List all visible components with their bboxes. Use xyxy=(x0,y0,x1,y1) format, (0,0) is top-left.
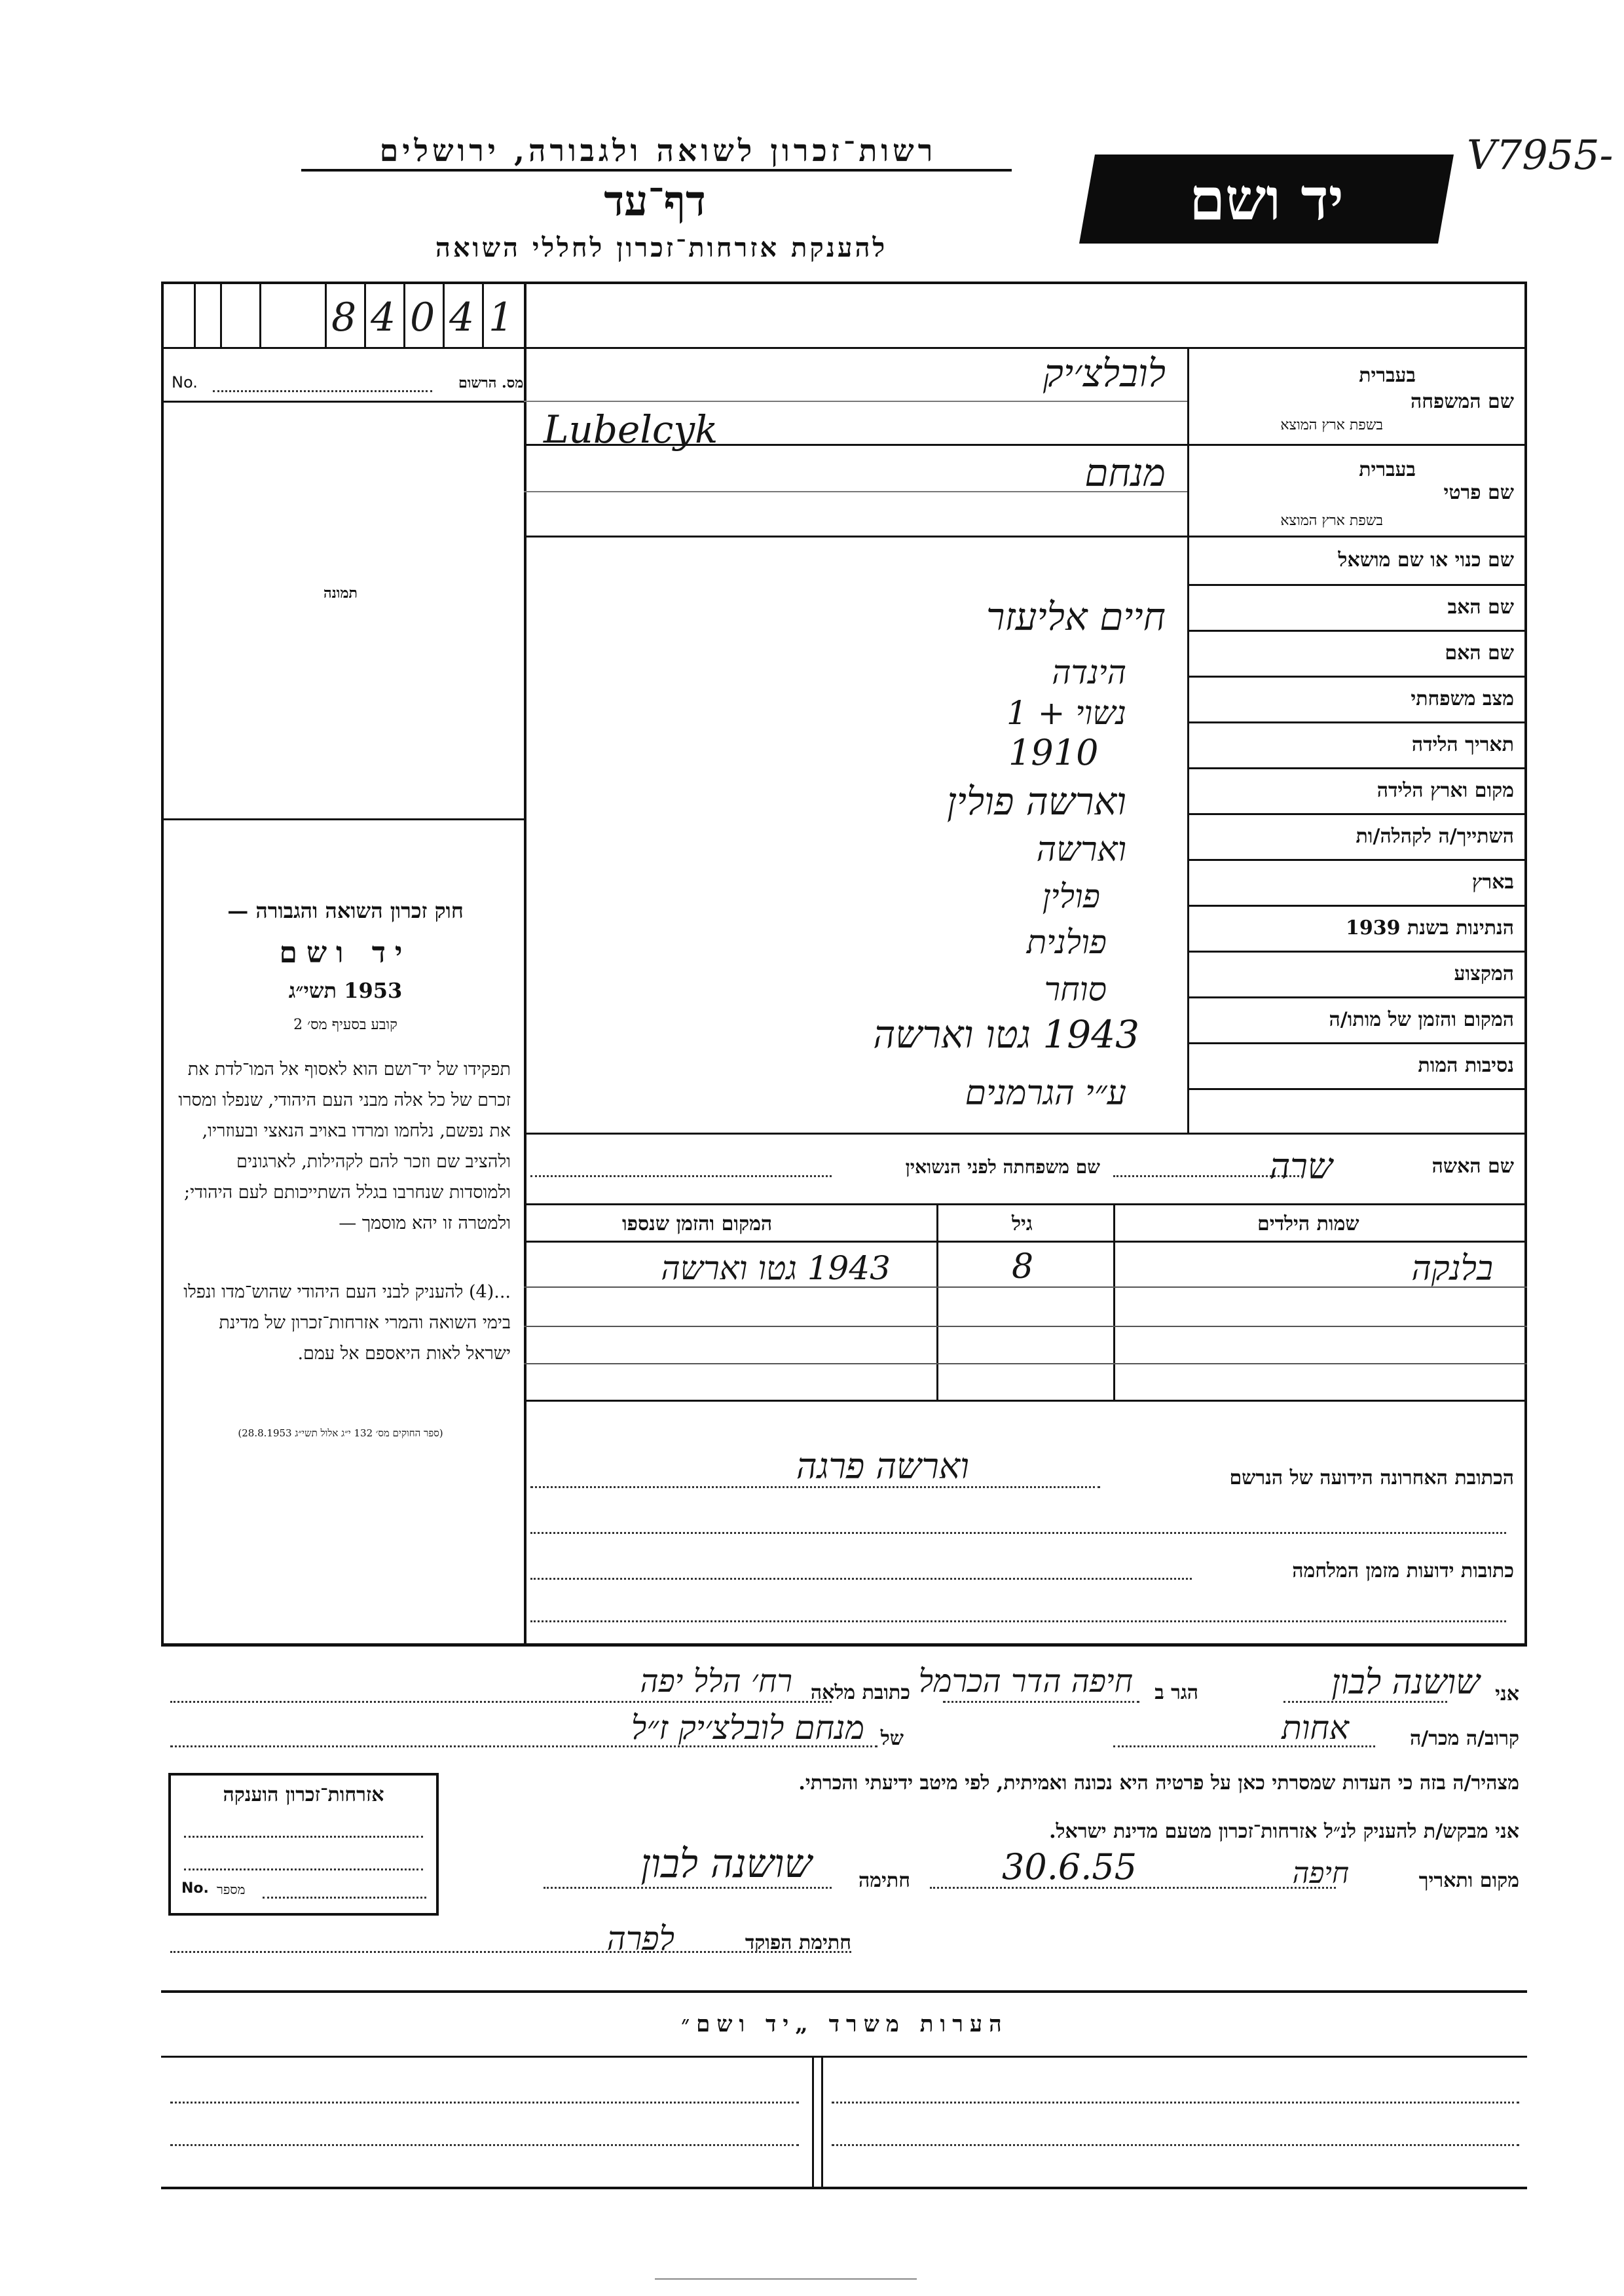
row-line xyxy=(1187,1088,1527,1090)
children-header-age: גיל xyxy=(1012,1212,1033,1235)
reg-digit: 0 xyxy=(410,295,435,340)
office-dots xyxy=(170,2102,799,2104)
maiden-dots xyxy=(530,1175,832,1177)
row-line xyxy=(524,1363,1527,1364)
office-notes-title: הערות משרד „יד ושם״ xyxy=(681,2011,1008,2037)
row-line xyxy=(1187,630,1527,632)
office-line xyxy=(161,2056,1527,2058)
top-row-line xyxy=(161,347,1527,349)
lives-label: הגר ב xyxy=(1154,1681,1198,1704)
decl-dots xyxy=(170,1745,877,1747)
registration-label: מס. הרשום xyxy=(458,374,524,392)
registration-dots xyxy=(213,390,432,392)
decl-dots xyxy=(170,1951,851,1953)
address-dots xyxy=(530,1532,1506,1534)
citizenship-no-label: No. xyxy=(181,1880,209,1897)
citizenship-label: הנתינות בשנת 1939 xyxy=(1345,917,1514,939)
address-dots xyxy=(530,1578,1192,1580)
decl-dots xyxy=(544,1887,832,1889)
law-heading: חוק זכרון השואה והגבורה — xyxy=(227,898,464,923)
family-name-origin: Lubelcyk xyxy=(544,407,718,452)
row-line xyxy=(1187,721,1527,723)
registration-number-box xyxy=(161,282,525,347)
child-name: בלנקה xyxy=(1411,1249,1493,1288)
row-line xyxy=(1187,1042,1527,1044)
country: פולין xyxy=(1042,877,1100,915)
left-column-divider xyxy=(524,282,526,1643)
row-line xyxy=(524,1326,1527,1327)
bottom-rule xyxy=(655,2278,917,2280)
circumstances-label: נסיבות המות xyxy=(1418,1054,1514,1077)
row-line xyxy=(1187,767,1527,769)
authority-title: רשות־זכרון לשואה ולגבורה, ירושלים xyxy=(379,133,937,168)
citizenship-number-label: מספר xyxy=(217,1882,246,1897)
wife-dots xyxy=(1113,1175,1303,1177)
reg-row-line xyxy=(161,401,525,403)
row-line xyxy=(1187,676,1527,678)
signature: שושנה לבון xyxy=(640,1841,812,1887)
marital-label: מצב משפחתי xyxy=(1411,687,1514,710)
birthplace: וארשה פולין xyxy=(947,779,1126,824)
profession: סוחר xyxy=(1044,970,1107,1008)
family-name-hebrew: לובלצ׳יק xyxy=(1043,351,1166,395)
authority-underline xyxy=(301,169,1012,172)
lives-in: חיפה הדר הכרמל xyxy=(918,1663,1133,1700)
place-date-label: מקום ותאריך xyxy=(1418,1869,1519,1892)
law-name: יד ושם xyxy=(279,936,412,970)
birthdate: 1910 xyxy=(1008,732,1099,773)
statement-2: אני מבקש/ת להעניק לנ״ל אזרחות־זכרון מטעם מדינת ישראל. xyxy=(1049,1820,1519,1843)
row-line xyxy=(524,1203,1527,1205)
row-line xyxy=(1187,951,1527,953)
corner-note: V7955- xyxy=(1467,131,1614,179)
law-citation: (ספר החוקים מס׳ 132 י״ג אלול תשי״ג 28.8.1953) xyxy=(238,1427,443,1439)
row-line xyxy=(1187,813,1527,815)
reg-digit: 1 xyxy=(489,295,514,340)
office-bottom-line xyxy=(161,2187,1527,2189)
mother-name: הינדה xyxy=(1052,653,1126,691)
decl-dots xyxy=(1113,1745,1375,1747)
father-label: שם האב xyxy=(1447,596,1514,619)
office-top-line xyxy=(161,1990,1527,1993)
address-label: כתובת מלאה xyxy=(810,1681,910,1704)
marital-status: נשוי + 1 xyxy=(1006,694,1126,732)
father-name: חיים אליעזר xyxy=(986,594,1166,639)
logo-text: יד ושם xyxy=(1189,165,1344,233)
law-paragraph-2: ...(4) להעניק לבני העם היהודי שהוש־מדו ונפלו בימי השואה והמרי אזרחות־זכרון של מדינת ישראל לאות היאספם אל עמם. xyxy=(183,1282,511,1364)
children-header-names: שמות הילדים xyxy=(1257,1212,1359,1235)
signature-label: חתימה xyxy=(858,1869,910,1892)
death-place-date: 1943 גטו וארשה xyxy=(873,1012,1139,1057)
origin-language-label: בשפת ארץ המוצא xyxy=(1280,417,1383,433)
row-line xyxy=(1187,584,1527,586)
citizenship-box-title: אזרחות־זכרון הוענקה xyxy=(223,1783,384,1806)
decl-dots xyxy=(930,1887,1336,1889)
yad-vashem-logo xyxy=(1079,155,1454,244)
law-clause: קובע בסעיף מס׳ 2 xyxy=(293,1017,397,1033)
clerk-signature: לפרה xyxy=(606,1920,674,1958)
office-dots xyxy=(832,2102,1519,2104)
address-dots xyxy=(530,1620,1506,1622)
reg-digit: 8 xyxy=(331,295,357,340)
birthdate-label: תאריך הלידה xyxy=(1411,733,1514,756)
reg-digit: 4 xyxy=(371,295,396,340)
first-name-label: שם פרטי xyxy=(1443,481,1514,504)
wife-maiden-label: שם משפחתה לפני הנשואין xyxy=(905,1156,1100,1178)
child-age: 8 xyxy=(1012,1247,1034,1286)
birthplace-label: מקום וארץ הלידה xyxy=(1376,779,1514,802)
relative-label: קרוב/ה מכר/ה xyxy=(1410,1727,1519,1750)
mother-label: שם האם xyxy=(1445,642,1514,665)
origin-language-label-2: בשפת ארץ המוצא xyxy=(1280,513,1383,529)
photo-bottom-line xyxy=(161,818,525,820)
wife-name: שרה xyxy=(1269,1146,1333,1187)
community: וארשה xyxy=(1036,830,1126,869)
children-col-divider xyxy=(1113,1203,1115,1400)
declaration-i-label: אני xyxy=(1495,1683,1519,1705)
children-header-place: המקום והזמן שנספו xyxy=(622,1212,773,1235)
relation: אחות xyxy=(1282,1709,1349,1747)
citizenship-granted-box xyxy=(168,1773,439,1916)
clerk-signature-label: חתימת הפוקד xyxy=(745,1931,851,1954)
family-name-label: שם המשפחה xyxy=(1410,390,1514,413)
decl-dots xyxy=(943,1701,1139,1703)
nickname-label: שם כנוי או שם מושאל xyxy=(1338,549,1514,572)
in-hebrew-label-2: בעברית xyxy=(1359,458,1416,481)
decl-dots xyxy=(170,1701,832,1703)
circumstances: ע״י הגרמנים xyxy=(965,1074,1126,1113)
row-line xyxy=(524,1133,1527,1135)
wartime-address-label: כתובות ידועות מזמן המלחמה xyxy=(1292,1559,1514,1582)
office-divider xyxy=(812,2056,814,2187)
decl-dots xyxy=(1283,1701,1447,1703)
registration-no-label: No. xyxy=(172,373,198,392)
row-line xyxy=(524,1400,1527,1402)
death-label: המקום והזמן של מותו/ה xyxy=(1329,1008,1514,1031)
declaration-top-line xyxy=(161,1643,1527,1646)
decl-place: חיפה xyxy=(1292,1857,1349,1890)
row-line xyxy=(524,536,1527,538)
office-dots xyxy=(170,2144,799,2146)
decl-date: 30.6.55 xyxy=(1002,1846,1137,1887)
statement-1: מצהיר/ה בזה כי העדות שמסרתי כאן על פרטיה היא נכונה ואמיתית, לפי מיטב ידיעתי והכרתי. xyxy=(798,1772,1519,1795)
full-address: רח׳ הלל יפה xyxy=(640,1663,792,1700)
child-place: 1943 גטו וארשה xyxy=(661,1249,891,1287)
country-label: בארץ xyxy=(1471,871,1514,894)
office-dots xyxy=(832,2144,1519,2146)
first-name-hebrew: מנחם xyxy=(1084,450,1166,495)
in-hebrew-label: בעברית xyxy=(1359,364,1416,387)
row-line xyxy=(1187,859,1527,861)
of-label: של xyxy=(880,1727,904,1750)
form-title: דף־עד xyxy=(604,177,706,226)
row-line xyxy=(524,1241,1527,1243)
profession-label: המקצוע xyxy=(1454,962,1514,985)
community-label: השתייך/ה לקהלה/ות xyxy=(1356,825,1514,848)
office-divider xyxy=(821,2056,823,2187)
last-address-label: הכתובת האחרונה הידועה של הנרשם xyxy=(1229,1467,1514,1489)
law-year: 1953 תשי״ג xyxy=(288,978,403,1003)
citizenship: פולנית xyxy=(1026,923,1107,961)
photo-label: תמונה xyxy=(323,585,358,602)
law-paragraph: תפקידו של יד־ושם הוא לאסוף אל המו־לדת את זכרם של כל אלה מבני העם היהודי, שנפלו ומסרו את נפשם, נלחמו ומרדו באויב הנאצי ובעוזריו, ולהציב שם וזכר להם לקהילות, לארגונים ולמוסדות שנחרבו בגלל השתייכותם לעם היהודי; ולמטרה זו יהא מוסמך — xyxy=(178,1059,511,1233)
reg-digit: 4 xyxy=(449,295,475,340)
row-line xyxy=(1187,996,1527,998)
last-address: וארשה פרגה xyxy=(796,1446,969,1487)
form-subtitle: להענקת אזרחות־זכרון לחללי השואה xyxy=(435,232,888,263)
wife-label: שם האשה xyxy=(1431,1155,1514,1178)
row-line xyxy=(1187,905,1527,907)
row-line xyxy=(524,401,1187,402)
declarant-name: שושנה לבון xyxy=(1331,1663,1480,1702)
of-person: מנחם לובלצ׳יק ז״ל xyxy=(631,1709,864,1747)
children-col-divider xyxy=(936,1203,938,1400)
label-column-divider xyxy=(1187,347,1189,1133)
